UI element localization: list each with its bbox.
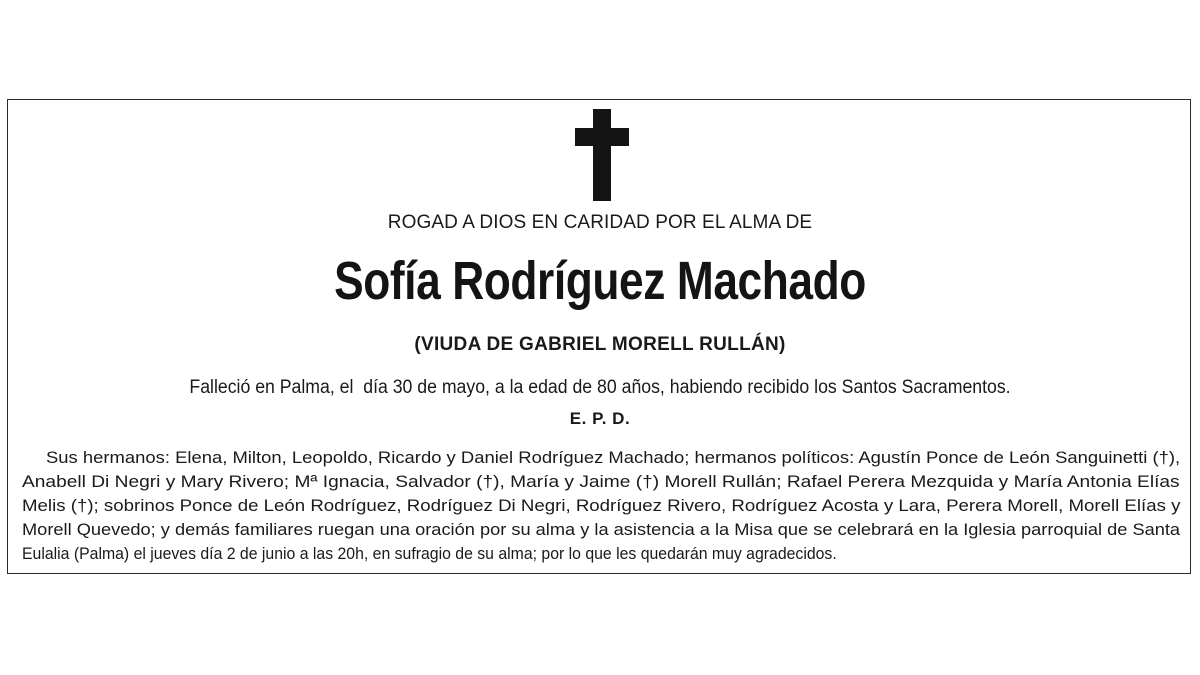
family-message	[22, 446, 1180, 566]
latin-cross-icon	[575, 109, 629, 201]
epd-abbreviation: E. P. D.	[569, 409, 631, 428]
family-message-line: Melis (†); sobrinos Ponce de León Rodríguez, Rodríguez Di Negri, Rodríguez Rivero, Rodríguez Acosta y Lara, Perera Morell, Morell Elías y	[22, 496, 1181, 515]
family-message-line: Eulalia (Palma) el jueves día 2 de junio a las 20h, en sufragio de su alma; por lo que les quedarán muy agradecidos.	[22, 544, 837, 563]
family-message-line: Sus hermanos: Elena, Milton, Leopoldo, Ricardo y Daniel Rodríguez Machado; hermanos políticos: Agustín Ponce de León Sanguinetti (†),	[46, 448, 1181, 467]
widow-of-line: (VIUDA DE GABRIEL MORELL RULLÁN)	[414, 334, 786, 355]
preamble-text: ROGAD A DIOS EN CARIDAD POR EL ALMA DE	[387, 212, 813, 233]
death-announcement: Falleció en Palma, el día 30 de mayo, a la edad de 80 años, habiendo recibido los Santos Sacramentos.	[189, 377, 1011, 398]
family-message-line: Morell Quevedo; y demás familiares ruegan una oración por su alma y la asistencia a la Misa que se celebrará en la Iglesia parroquial de Santa	[22, 520, 1181, 539]
deceased-name: Sofía Rodríguez Machado	[334, 251, 866, 311]
family-message-line: Anabell Di Negri y Mary Rivero; Mª Ignacia, Salvador (†), María y Jaime (†) Morell Rullán; Rafael Perera Mezquida y María Antonia Elías	[22, 472, 1180, 491]
